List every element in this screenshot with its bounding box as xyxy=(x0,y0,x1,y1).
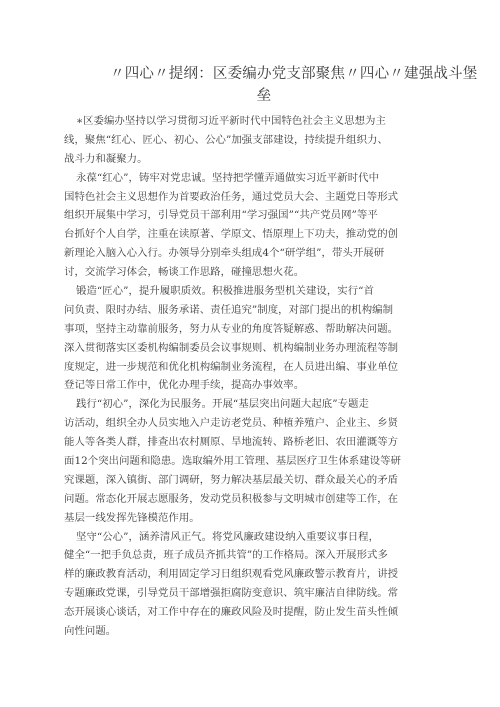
text-line: 组织开展集中学习，引导党员干部利用“学习强国”“共产党员网”等平 xyxy=(64,209,378,222)
text-line: 坚守“公心”，涵养清风正气。将党风廉政建设纳入重要议事日程， xyxy=(76,530,380,543)
text-line: 国特色社会主义思想作为首要政治任务，通过党员大会、主题党日等形式 xyxy=(64,190,399,203)
text-line: 访活动，组织全办人员实地入户走访老党员、种植养殖户、企业主、乡贤 xyxy=(64,417,399,430)
text-line: 新理论入脑入心入行。办领导分别牵头组成4个“研学组”，带头开展研 xyxy=(64,247,385,260)
text-line: 讨，交流学习体会，畅谈工作思路，碰撞思想火花。 xyxy=(64,266,305,279)
paragraph-red-heart xyxy=(64,169,444,282)
text-line: 向性问题。 xyxy=(64,625,117,638)
text-line: 样的廉政教育活动，利用固定学习日组织观看党风廉政警示教育片，讲授 xyxy=(64,568,399,581)
paragraph-intro xyxy=(64,112,444,169)
paragraph-original-heart xyxy=(64,395,444,527)
text-line: 面12个突出问题和隐患。选取编外用工管理、基层医疗卫生体系建设等研 xyxy=(64,455,401,468)
paragraph-public-heart xyxy=(64,528,444,641)
title-line: 垒 xyxy=(256,88,272,104)
text-line: 战斗力和凝聚力。 xyxy=(64,152,148,165)
text-line: 永葆“红心”，铸牢对党忠诚。坚持把学懂弄通做实习近平新时代中 xyxy=(76,171,380,184)
text-line: 基层一线发挥先锋模范作用。 xyxy=(64,511,200,524)
text-line: 事项，坚持主动靠前服务，努力从专业的角度答疑解惑、帮助解决问题。 xyxy=(64,322,399,335)
text-line: 践行“初心”，深化为民服务。开展“基层突出问题大起底”专题走 xyxy=(76,398,369,411)
text-line: 健全“一把手负总责，班子成员齐抓共管”的工作格局。深入开展形式多 xyxy=(64,549,388,562)
text-line: 锻造“匠心”，提升履职质效。积极推进服务型机关建设，实行“首 xyxy=(76,285,374,298)
text-line: 问题。常态化开展志愿服务，发动党员积极参与文明城市创建等工作，在 xyxy=(64,492,399,505)
text-line: 能人等各类人群，排查出农村厕原、旱地流转、路桥老旧、农田灌溉等方 xyxy=(64,436,399,449)
document-title xyxy=(110,63,478,107)
text-line: ∗区委编办坚持以学习贯彻习近平新时代中国特色社会主义思想为主 xyxy=(76,115,386,127)
text-line: 深入贯彻落实区委机构编制委员会议事规则、机构编制业务办理流程等制 xyxy=(64,341,399,354)
text-line: 度规定，进一步规范和优化机构编制业务流程，在人员进出编、事业单位 xyxy=(64,360,399,373)
title-line: 〃四心〃提纲：区委编办党支部聚焦〃四心〃建强战斗堡 xyxy=(110,66,478,82)
text-line: 问负责、限时办结、服务承诺、责任追究”制度，对部门提出的机构编制 xyxy=(64,303,394,316)
text-line: 线，聚焦“红心、匠心、初心、公心”加强支部建设，持续提升组织力、 xyxy=(64,133,388,146)
text-line: 台抓好个人自学，注重在读原著、学原文、悟原理上下功夫，推动党的创 xyxy=(64,228,399,241)
text-line: 专题廉政党课，引导党员干部增强拒腐防变意识、筑牢廉洁自律防线。常 xyxy=(64,587,399,600)
text-line: 登记等日常工作中，优化办理手续，提高办事效率。 xyxy=(64,379,305,392)
paragraph-craftsman-heart xyxy=(64,282,444,395)
document-body xyxy=(64,112,444,641)
text-line: 态开展谈心谈话，对工作中存在的廉政风险及时提醒，防止发生苗头性倾 xyxy=(64,606,399,619)
text-line: 究课题，深入镇街、部门调研，努力解决基层最关切、群众最关心的矛盾 xyxy=(64,473,399,486)
